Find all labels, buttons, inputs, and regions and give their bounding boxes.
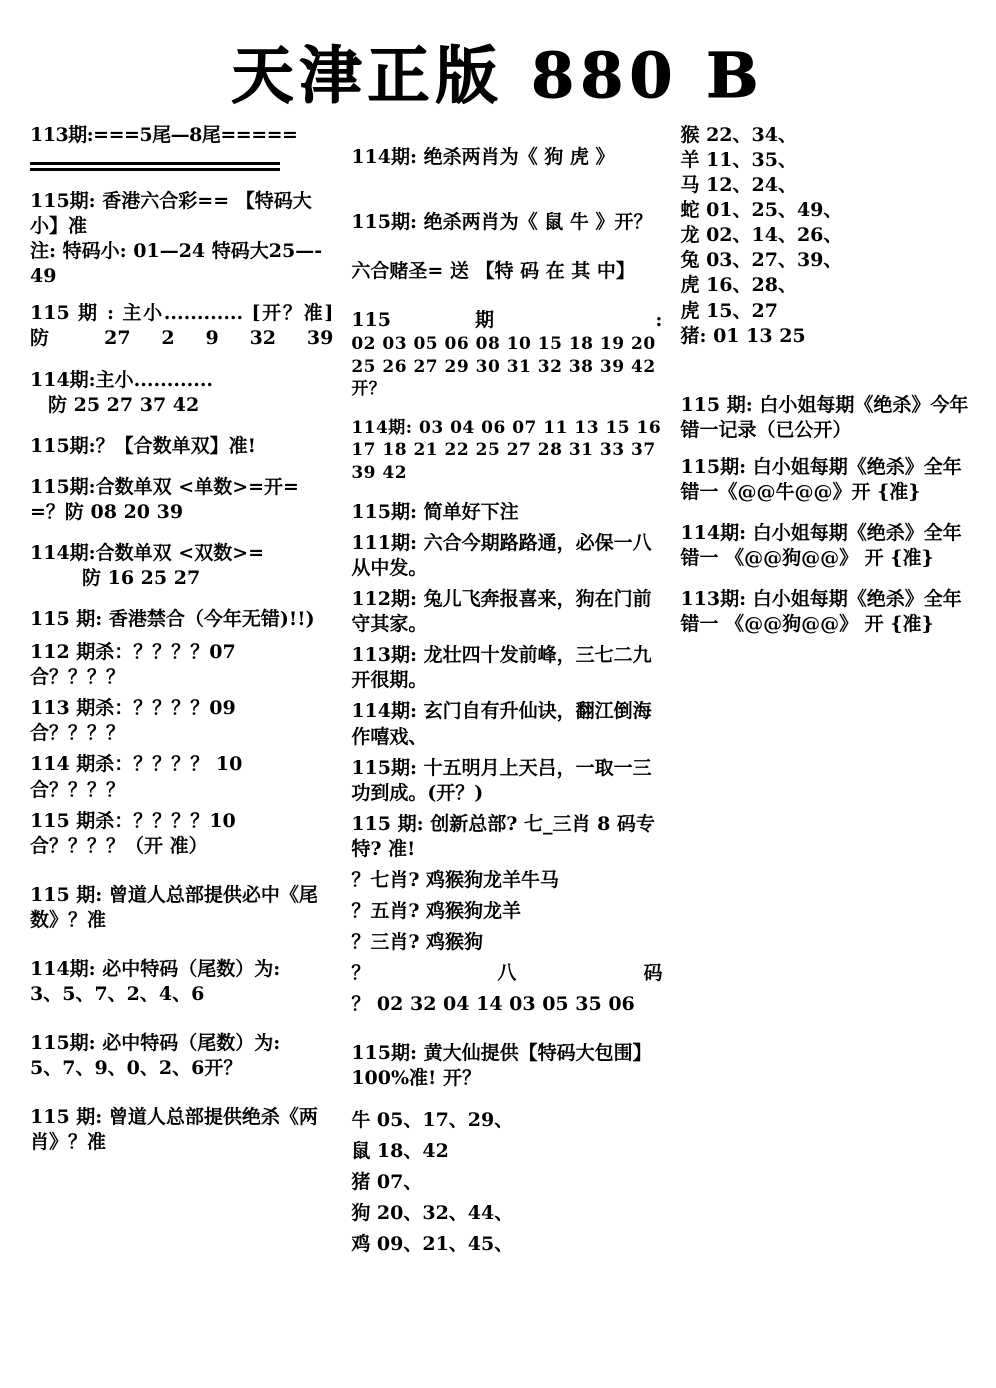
- page-title: 天津正版 880 B: [231, 39, 765, 112]
- mid-block-0: 114期: 绝杀两肖为《 狗 虎 》: [351, 146, 615, 168]
- left-block-13: 115期: 必中特码（尾数）为: 5、7、9、0、2、6开？: [30, 1032, 281, 1080]
- mid-block-11: 115 期: 创新总部? 七_三肖 8 码专特? 准!: [351, 812, 655, 860]
- left-block-1: 115 期 : 主小............ [开？准]防 27 2 9 32 39: [30, 302, 334, 350]
- left-block-12: 114期: 必中特码（尾数）为: 3、5、7、2、4、6: [30, 957, 281, 1006]
- zodiac-item: 羊 11、35、: [680, 149, 797, 172]
- divider-rule: [30, 162, 280, 171]
- mid-block-22: 鸡 09、21、45、: [351, 1232, 514, 1255]
- left-block-6: 115 期: 香港禁合（今年无错)!!): [30, 608, 315, 631]
- right-block-2: 114期: 白小姐每期《绝杀》全年错一 《@@狗@@》 开 {准}: [680, 522, 962, 570]
- left-block-2: 114期:主小............ 防 25 27 37 42: [30, 368, 214, 416]
- zodiac-item: 蛇 01、25、49、: [680, 199, 843, 222]
- mid-block-9: 114期: 玄门自有升仙诀，翻江倒海作嘻戏、: [351, 700, 652, 748]
- zodiac-item: 猪: 01 13 25: [680, 324, 806, 347]
- mid-block-2: 六合赌圣= 送 【特 码 在 其 中】: [351, 260, 635, 283]
- mid-block-3: 115 期 : 02 03 05 06 08 10 15 18 19 20 25 26 27 29 30 31 32 38 39 42 开？: [351, 309, 663, 400]
- mid-block-8: 113期: 龙壮四十发前峰，三七二九开很期。: [351, 644, 652, 692]
- left-block-11: 115 期: 曾道人总部提供必中《尾数》？准: [30, 883, 318, 931]
- mid-block-6: 111期: 六合今期路路通，必保一八从中发。: [351, 532, 652, 580]
- right-block-3: 113期: 白小姐每期《绝杀》全年错一 《@@狗@@》 开 {准}: [680, 588, 962, 636]
- left-block-4: 115期:合数单双 <单数>=开==？防 08 20 39: [30, 475, 299, 523]
- mid-block-21: 狗 20、32、44、: [351, 1201, 514, 1224]
- left-block-3: 115期:？【合数单双】准!: [30, 434, 257, 457]
- mid-block-1: 115期: 绝杀两肖为《 鼠 牛 》开？: [351, 211, 653, 234]
- zodiac-item: 猴 22、34、: [680, 124, 797, 146]
- content-columns: [0, 119, 996, 1263]
- left-column: [30, 123, 333, 1167]
- mid-block-12: ？七肖? 鸡猴狗龙羊牛马: [351, 868, 560, 891]
- zodiac-list: [680, 123, 974, 349]
- mid-block-14: ？三肖? 鸡猴狗: [351, 931, 484, 954]
- right-block-0: 115 期: 白小姐每期《绝杀》今年错一记录（已公开）: [680, 393, 969, 441]
- mid-block-18: 牛 05、17、29、: [351, 1108, 514, 1131]
- mid-block-4: 114期: 03 04 06 07 11 13 15 16 17 18 21 22 25 27 28 31 33 37 39 42: [351, 417, 662, 483]
- zodiac-item: 兔 03、27、39、: [680, 249, 843, 272]
- mid-block-15: ？ 八 码: [351, 962, 663, 985]
- left-block-7: 112 期杀：？？？？07 合？？？？: [30, 641, 236, 689]
- zodiac-item: 龙 02、14、26、: [680, 224, 843, 247]
- zodiac-item: 虎 15、27: [680, 299, 778, 322]
- left-block-8: 113 期杀：？？？？09 合？？？？: [30, 697, 236, 745]
- left-block-9: 114 期杀：？？？？ 10 合？？？？: [30, 753, 243, 801]
- left-block-14: 115 期: 曾道人总部提供绝杀《两肖》？准: [30, 1106, 318, 1154]
- middle-column: [351, 123, 662, 1263]
- zodiac-item: 马 12、24、: [680, 174, 797, 197]
- mid-block-13: ？五肖? 鸡猴狗龙羊: [351, 900, 522, 923]
- mid-block-5: 115期: 简单好下注: [351, 500, 519, 523]
- mid-block-16: ？ 02 32 04 14 03 05 35 06: [351, 993, 635, 1016]
- mid-block-7: 112期: 兔儿飞奔报喜来，狗在门前守其家。: [351, 588, 652, 636]
- zodiac-item: 虎 16、28、: [680, 274, 797, 297]
- mid-block-10: 115期: 十五明月上天吕，一取一三功到成。(开？): [351, 756, 652, 804]
- left-block-0: 115期: 香港六合彩== 【特码大小】准 注: 特码小: 01—24 特码大25—-49: [30, 190, 323, 288]
- left-block-5: 114期:合数单双 <双数>= 防 16 25 27: [30, 541, 265, 590]
- right-block-1: 115期: 白小姐每期《绝杀》全年错一《@@牛@@》开 {准}: [680, 455, 962, 503]
- right-column: [680, 123, 974, 653]
- left-block-10: 115 期杀：？？？？10 合？？？？（开 准）: [30, 809, 236, 857]
- left-top-line: 113期:===5尾—8尾=====: [30, 124, 298, 146]
- mid-block-19: 鼠 18、42: [351, 1139, 449, 1162]
- mid-block-17: 115期: 黄大仙提供【特码大包围】100%准! 开？: [351, 1042, 652, 1090]
- mid-block-20: 猪 07、: [351, 1170, 423, 1193]
